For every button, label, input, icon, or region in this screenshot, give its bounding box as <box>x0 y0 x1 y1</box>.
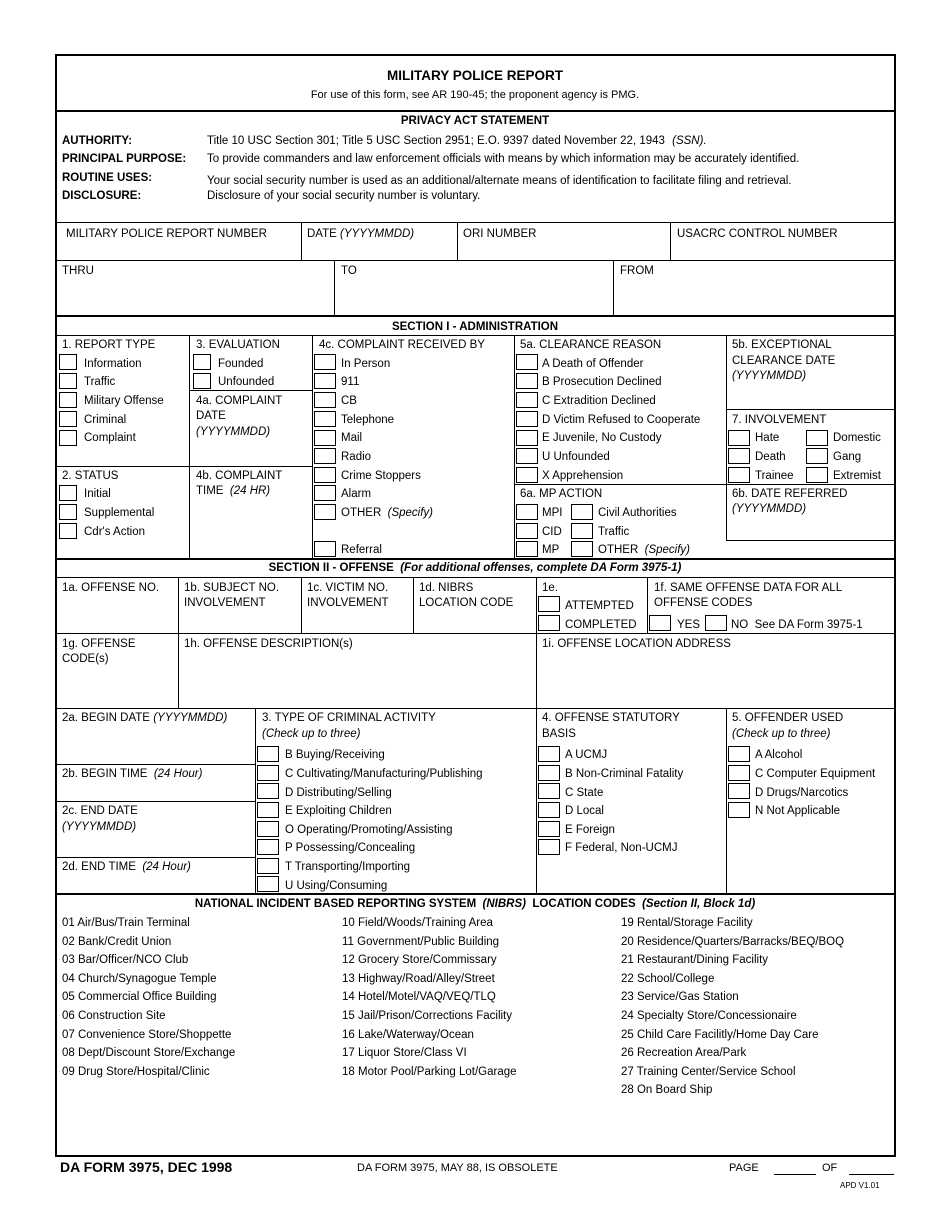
checkbox-clearance-e[interactable] <box>516 430 538 446</box>
offender-n: N Not Applicable <box>755 805 841 817</box>
status-cdrs-action: Cdr's Action <box>84 526 145 538</box>
activity-e: E Exploiting Children <box>285 805 392 817</box>
checkbox-radio[interactable] <box>314 448 336 464</box>
clearance-e: E Juvenile, No Custody <box>542 432 662 444</box>
nibrs-location-label-2: LOCATION CODE <box>419 597 514 609</box>
version-label: APD V1.01 <box>840 1181 880 1190</box>
usacrc-control-field[interactable]: USACRC CONTROL NUMBER <box>677 228 838 240</box>
clearance-c: C Extradition Declined <box>542 395 656 407</box>
offense-code-field[interactable]: 1g. OFFENSE <box>62 638 136 650</box>
checkbox-statutory-c[interactable] <box>538 783 560 799</box>
checkbox-hate[interactable] <box>728 430 750 446</box>
checkbox-completed[interactable] <box>538 615 560 631</box>
checkbox-clearance-u[interactable] <box>516 448 538 464</box>
offender-c: C Computer Equipment <box>755 768 876 780</box>
purpose-text: To provide commanders and law enforcement officials with means by which information may be accurately identified. <box>207 153 800 165</box>
clearance-label: 5a. CLEARANCE REASON <box>520 339 662 351</box>
begin-time-field[interactable]: 2b. BEGIN TIME (24 Hour) <box>62 768 203 780</box>
nibrs-code-item: 09 Drug Store/Hospital/Clinic <box>62 1065 210 1078</box>
nibrs-code-item: 10 Field/Woods/Training Area <box>342 917 493 929</box>
checkbox-crime-stoppers[interactable] <box>314 467 336 483</box>
activity-t: T Transporting/Importing <box>285 861 411 873</box>
complaint-date-label: 4a. COMPLAINT <box>196 395 283 407</box>
complaint-date-label-2: DATE <box>196 410 226 422</box>
checkbox-statutory-d[interactable] <box>538 802 560 818</box>
nibrs-code-item: 19 Rental/Storage Facility <box>621 917 753 929</box>
nibrs-code-item: 02 Bank/Credit Union <box>62 935 172 948</box>
nibrs-code-item: 25 Child Care Facilitly/Home Day Care <box>621 1028 819 1041</box>
checkbox-offender-a[interactable] <box>728 746 750 762</box>
authority-label: AUTHORITY: <box>62 135 133 147</box>
same-data-label: 1f. SAME OFFENSE DATA FOR ALL <box>654 582 843 594</box>
offender-d: D Drugs/Narcotics <box>755 787 849 799</box>
checkbox-other[interactable] <box>314 504 336 520</box>
statutory-e: E Foreign <box>565 824 615 836</box>
received-in-person: In Person <box>341 358 391 370</box>
date-referred-label: 6b. DATE REFERRED <box>732 488 848 500</box>
checkbox-statutory-f[interactable] <box>538 839 560 855</box>
activity-c: C Cultivating/Manufacturing/Publishing <box>285 768 483 780</box>
attempted-label: ATTEMPTED <box>565 600 634 612</box>
complaint-time-label-2: TIME (24 HR) <box>196 485 271 497</box>
nibrs-code-item: 01 Air/Bus/Train Terminal <box>62 917 190 929</box>
checkbox-clearance-c[interactable] <box>516 392 538 408</box>
checkbox-extremist[interactable] <box>806 467 828 483</box>
completed-label: COMPLETED <box>565 619 637 631</box>
nibrs-code-item: 23 Service/Gas Station <box>621 991 739 1004</box>
offender-used-hint: (Check up to three) <box>732 728 831 740</box>
obsolete-note: DA FORM 3975, MAY 88, IS OBSOLETE <box>357 1162 558 1174</box>
page-label: PAGE <box>729 1162 759 1174</box>
checkbox-in-person[interactable] <box>314 354 336 370</box>
activity-p: P Possessing/Concealing <box>285 842 416 854</box>
nibrs-code-item: 22 School/College <box>621 972 715 985</box>
checkbox-telephone[interactable] <box>314 411 336 427</box>
victim-involvement-field[interactable]: 1c. VICTIM NO. <box>307 582 389 594</box>
received-911: 911 <box>341 376 360 388</box>
checkbox-traffic[interactable] <box>59 373 77 389</box>
status-label: 2. STATUS <box>62 470 119 482</box>
nibrs-code-item: 07 Convenience Store/Shoppette <box>62 1028 232 1041</box>
mp-action-label: 6a. MP ACTION <box>520 488 603 500</box>
activity-u: U Using/Consuming <box>285 880 388 892</box>
nibrs-heading: NATIONAL INCIDENT BASED REPORTING SYSTEM (NIBRS) LOCATION CODES (Section II, Block 1d) <box>194 898 756 910</box>
checkbox-activity-t[interactable] <box>257 858 279 874</box>
mp-action-other: OTHER (Specify) <box>598 544 691 556</box>
section2-heading: SECTION II - OFFENSE (For additional offenses, complete DA Form 3975-1) <box>268 562 682 574</box>
checkbox-offender-d[interactable] <box>728 783 750 799</box>
authority-text: Title 10 USC Section 301; Title 5 USC Section 2951; E.O. 9397 dated November 22, 1943 (SSN). <box>207 135 707 147</box>
offender-a: A Alcohol <box>755 749 803 761</box>
involvement-trainee: Trainee <box>755 470 794 482</box>
checkbox-gang[interactable] <box>806 448 828 464</box>
page-total-field[interactable] <box>849 1174 894 1175</box>
form-number: DA FORM 3975, DEC 1998 <box>60 1159 233 1175</box>
received-telephone: Telephone <box>341 414 395 426</box>
checkbox-offender-n[interactable] <box>728 802 750 818</box>
checkbox-offender-c[interactable] <box>728 765 750 781</box>
received-crime-stoppers: Crime Stoppers <box>341 470 421 482</box>
nibrs-code-item: 06 Construction Site <box>62 1010 166 1022</box>
nibrs-code-item: 21 Restaurant/Dining Facility <box>621 954 769 967</box>
received-mail: Mail <box>341 432 363 444</box>
nibrs-code-item: 15 Jail/Prison/Corrections Facility <box>342 1010 513 1022</box>
same-data-label-2: OFFENSE CODES <box>654 597 753 609</box>
received-referral: Referral <box>341 544 382 556</box>
checkbox-911[interactable] <box>314 373 336 389</box>
offense-code-label-2: CODE(s) <box>62 653 109 665</box>
checkbox-mpi-left[interactable] <box>516 504 538 520</box>
disclosure-text: Disclosure of your social security number is voluntary. <box>207 190 481 202</box>
checkbox-cdrs-action[interactable] <box>59 523 77 539</box>
checkbox-mail[interactable] <box>314 430 336 446</box>
nibrs-code-item: 24 Specialty Store/Concessionaire <box>621 1010 797 1022</box>
clearance-a: A Death of Offender <box>542 358 644 370</box>
checkbox-activity-o[interactable] <box>257 821 279 837</box>
form-subtitle: For use of this form, see AR 190-45; the proponent agency is PMG. <box>310 89 640 101</box>
nibrs-code-item: 04 Church/Synagogue Temple <box>62 972 217 985</box>
end-date-field[interactable]: 2c. END DATE <box>62 805 138 817</box>
nibrs-code-item: 11 Government/Public Building <box>342 935 500 948</box>
checkbox-statutory-b[interactable] <box>538 765 560 781</box>
from-field[interactable]: FROM <box>620 265 654 277</box>
attempt-label: 1e. <box>542 582 558 594</box>
nibrs-code-item: 12 Grocery Store/Commissary <box>342 954 497 967</box>
mp-action-traffic: Traffic <box>598 526 630 538</box>
form-title: MILITARY POLICE REPORT <box>386 68 563 83</box>
status-supplemental: Supplemental <box>84 507 155 519</box>
involvement-hate: Hate <box>755 432 780 444</box>
received-cb: CB <box>341 395 357 407</box>
statutory-c: C State <box>565 787 604 799</box>
page-of-label: OF <box>822 1162 838 1174</box>
statutory-b: B Non-Criminal Fatality <box>565 768 684 780</box>
involvement-extremist: Extremist <box>833 470 881 482</box>
received-by-label: 4c. COMPLAINT RECEIVED BY <box>319 339 485 351</box>
report-type-complaint: Complaint <box>84 432 136 444</box>
routine-label: ROUTINE USES: <box>62 172 153 184</box>
activity-d: D Distributing/Selling <box>285 787 392 799</box>
same-data-no: NO See DA Form 3975-1 <box>731 619 863 631</box>
checkbox-criminal[interactable] <box>59 411 77 427</box>
report-type-traffic: Traffic <box>84 376 116 388</box>
activity-hint: (Check up to three) <box>262 728 361 740</box>
checkbox-statutory-e[interactable] <box>538 821 560 837</box>
involvement-label: 7. INVOLVEMENT <box>732 414 827 426</box>
report-type-label: 1. REPORT TYPE <box>62 339 156 351</box>
statutory-label: 4. OFFENSE STATUTORY <box>542 712 680 724</box>
evaluation-unfounded: Unfounded <box>218 376 275 388</box>
checkbox-cid[interactable] <box>571 523 593 539</box>
checkbox-activity-d[interactable] <box>257 783 279 799</box>
exceptional-clearance-label-2: CLEARANCE DATE <box>732 355 836 367</box>
checkbox-cb[interactable] <box>314 392 336 408</box>
checkbox-same-yes[interactable] <box>649 615 671 631</box>
nibrs-code-item: 27 Training Center/Service School <box>621 1065 796 1078</box>
complaint-date-format: (YYYYMMDD) <box>196 426 271 438</box>
checkbox-information[interactable] <box>59 354 77 370</box>
mp-action-civil: Civil Authorities <box>598 507 677 519</box>
exceptional-clearance-label: 5b. EXCEPTIONAL <box>732 339 832 351</box>
clearance-u: U Unfounded <box>542 451 610 463</box>
involvement-death: Death <box>755 451 786 463</box>
same-data-yes: YES <box>677 619 701 631</box>
received-alarm: Alarm <box>341 488 372 500</box>
offense-description-field[interactable]: 1h. OFFENSE DESCRIPTION(s) <box>184 638 353 650</box>
checkbox-complaint[interactable] <box>59 430 77 446</box>
checkbox-alarm[interactable] <box>314 485 336 501</box>
offense-location-field[interactable]: 1i. OFFENSE LOCATION ADDRESS <box>542 638 731 650</box>
report-type-military-offense: Military Offense <box>84 395 164 407</box>
nibrs-code-item: 05 Commercial Office Building <box>62 991 217 1004</box>
checkbox-activity-c[interactable] <box>257 765 279 781</box>
to-field[interactable]: TO <box>341 265 357 277</box>
routine-text: Your social security number is used as an additional/alternate means of identification to facilitate filing and retrieval. <box>207 175 792 187</box>
checkbox-trainee[interactable] <box>728 467 750 483</box>
checkbox-activity-p[interactable] <box>257 839 279 855</box>
privacy-heading: PRIVACY ACT STATEMENT <box>400 115 550 127</box>
statutory-a: A UCMJ <box>565 749 608 761</box>
subject-involvement-field[interactable]: 1b. SUBJECT NO. <box>184 582 280 594</box>
nibrs-code-item: 18 Motor Pool/Parking Lot/Garage <box>342 1065 517 1078</box>
disclosure-label: DISCLOSURE: <box>62 190 142 202</box>
complaint-time-label: 4b. COMPLAINT <box>196 470 283 482</box>
checkbox-mp-left[interactable] <box>516 541 538 557</box>
exceptional-clearance-format: (YYYYMMDD) <box>732 370 807 382</box>
checkbox-supplemental[interactable] <box>59 504 77 520</box>
clearance-d: D Victim Refused to Cooperate <box>542 414 701 426</box>
victim-involvement-label-2: INVOLVEMENT <box>307 597 389 609</box>
received-radio: Radio <box>341 451 372 463</box>
page-number-field[interactable] <box>774 1174 816 1175</box>
mp-action-cid: CID <box>542 526 562 538</box>
checkbox-domestic[interactable] <box>806 430 828 446</box>
nibrs-code-item: 28 On Board Ship <box>621 1084 713 1097</box>
checkbox-activity-b[interactable] <box>257 746 279 762</box>
checkbox-initial[interactable] <box>59 485 77 501</box>
involvement-gang: Gang <box>833 451 862 463</box>
checkbox-cid-left[interactable] <box>516 523 538 539</box>
activity-b: B Buying/Receiving <box>285 749 385 761</box>
checkbox-clearance-b[interactable] <box>516 373 538 389</box>
nibrs-code-item: 13 Highway/Road/Alley/Street <box>342 972 495 985</box>
checkbox-attempted[interactable] <box>538 596 560 612</box>
nibrs-code-item: 14 Hotel/Motel/VAQ/VEQ/TLQ <box>342 991 496 1004</box>
nibrs-location-field[interactable]: 1d. NIBRS <box>419 582 474 594</box>
checkbox-clearance-a[interactable] <box>516 354 538 370</box>
ori-number-field[interactable]: ORI NUMBER <box>463 228 537 240</box>
mp-action-mpi: MPI <box>542 507 563 519</box>
evaluation-founded: Founded <box>218 358 264 370</box>
nibrs-code-item: 17 Liquor Store/Class VI <box>342 1047 467 1060</box>
checkbox-statutory-a[interactable] <box>538 746 560 762</box>
activity-label: 3. TYPE OF CRIMINAL ACTIVITY <box>262 712 436 724</box>
thru-field[interactable]: THRU <box>62 265 94 277</box>
date-referred-format: (YYYYMMDD) <box>732 503 807 515</box>
checkbox-activity-e[interactable] <box>257 802 279 818</box>
offender-used-label: 5. OFFENDER USED <box>732 712 844 724</box>
statutory-d: D Local <box>565 805 604 817</box>
checkbox-referral[interactable] <box>314 541 336 557</box>
nibrs-code-item: 16 Lake/Waterway/Ocean <box>342 1028 474 1041</box>
date-field[interactable]: DATE (YYYYMMDD) <box>307 228 415 240</box>
report-type-criminal: Criminal <box>84 414 127 426</box>
end-date-format: (YYYYMMDD) <box>62 821 137 833</box>
checkbox-mp[interactable] <box>571 541 593 557</box>
checkbox-military-offense[interactable] <box>59 392 77 408</box>
purpose-label: PRINCIPAL PURPOSE: <box>62 153 187 165</box>
received-other: OTHER (Specify) <box>341 507 434 519</box>
checkbox-activity-u[interactable] <box>257 876 279 892</box>
nibrs-code-item: 03 Bar/Officer/NCO Club <box>62 954 189 967</box>
checkbox-same-no[interactable] <box>705 615 727 631</box>
statutory-label-2: BASIS <box>542 728 576 740</box>
checkbox-death[interactable] <box>728 448 750 464</box>
involvement-domestic: Domestic <box>833 432 881 444</box>
subject-involvement-label-2: INVOLVEMENT <box>184 597 266 609</box>
nibrs-code-item: 26 Recreation Area/Park <box>621 1047 747 1060</box>
report-type-information: Information <box>84 358 142 370</box>
clearance-x: X Apprehension <box>542 470 624 482</box>
section1-heading: SECTION I - ADMINISTRATION <box>391 321 559 333</box>
clearance-b: B Prosecution Declined <box>542 376 662 388</box>
offense-no-field[interactable]: 1a. OFFENSE NO. <box>62 582 160 594</box>
checkbox-founded[interactable] <box>193 354 211 370</box>
evaluation-label: 3. EVALUATION <box>196 339 280 351</box>
begin-date-field[interactable]: 2a. BEGIN DATE (YYYYMMDD) <box>62 712 228 724</box>
checkbox-clearance-d[interactable] <box>516 411 538 427</box>
end-time-field[interactable]: 2d. END TIME (24 Hour) <box>62 861 191 873</box>
statutory-f: F Federal, Non-UCMJ <box>565 842 678 854</box>
checkbox-clearance-x[interactable] <box>516 467 538 483</box>
activity-o: O Operating/Promoting/Assisting <box>285 824 453 836</box>
checkbox-unfounded[interactable] <box>193 373 211 389</box>
report-number-field[interactable]: MILITARY POLICE REPORT NUMBER <box>66 228 267 240</box>
mp-action-mp: MP <box>542 544 560 556</box>
nibrs-code-item: 20 Residence/Quarters/Barracks/BEQ/BOQ <box>621 935 845 948</box>
status-initial: Initial <box>84 488 111 500</box>
nibrs-code-item: 08 Dept/Discount Store/Exchange <box>62 1047 236 1060</box>
checkbox-mpi[interactable] <box>571 504 593 520</box>
